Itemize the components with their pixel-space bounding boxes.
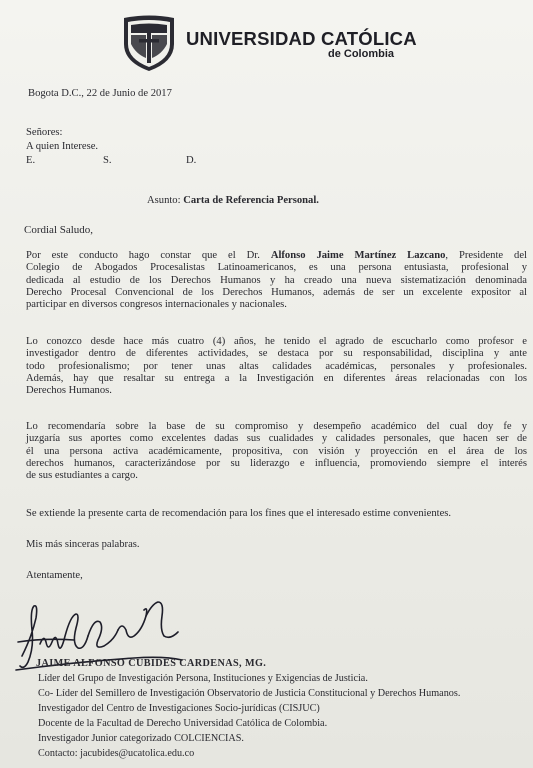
greeting: Cordial Saludo,: [24, 224, 94, 236]
paragraph-2-line: Derechos Humanos.: [26, 385, 112, 397]
paragraph-3-line: derechos humanos, caracterizándose por su liderazgo e influencia, promoviendo siempre el interés: [26, 457, 527, 469]
closing: Atentamente,: [26, 570, 83, 581]
paragraph-1-line: participar en diversos congresos internacionales y nacionales.: [26, 299, 287, 311]
subject-label: Asunto:: [147, 195, 181, 206]
signer-credential: Co- Líder del Semillero de Investigación Observatorio de Justicia Constitucional y Derechos Humanos.: [38, 688, 461, 699]
university-name: UNIVERSIDAD CATÓLICA: [186, 28, 417, 49]
esd-e: E.: [26, 155, 36, 166]
paragraph-1-line: Derecho Procesal Convencional de los Derechos Humanos, además de ser un excelente expositor al: [26, 286, 527, 298]
subject-text: Carta de Referencia Personal.: [183, 195, 319, 206]
recipient-line-2: A quien Interese.: [26, 141, 99, 152]
p1-text-a: Por este conducto hago constar que el Dr.: [26, 250, 260, 261]
paragraph-1: [26, 250, 527, 311]
paragraph-3-line: Lo recomendaría sobre la base de su compromiso y desempeño académico del cual doy fe y: [26, 421, 527, 432]
university-shield-icon: [122, 14, 176, 72]
paragraph-1-line: Colegio de Abogados Procesalistas Latinoamericanos, es una persona entusiasta, profesional y: [26, 262, 527, 274]
paragraph-2-line: Lo conozco desde hace más cuatro (4) años, he tenido el agrado de escucharlo como profesor e: [26, 336, 527, 347]
paragraph-1-line: dedicada al estudio de los Derechos Humanos y ha creado una nueva sistematización denominada: [26, 274, 527, 286]
signer-contact: Contacto: jacubides@ucatolica.edu.co: [38, 748, 195, 759]
signer-credential: Investigador del Centro de Investigaciones Socio-jurídicas (CISJUC): [38, 703, 320, 714]
paragraph-3-line: él una persona activa académicamente, propositiva, con visión y proyección en el área de los: [26, 445, 527, 457]
paragraph-3: [26, 421, 527, 482]
subject-line: [147, 195, 319, 207]
place-date: Bogota D.C., 22 de Junio de 2017: [28, 88, 172, 99]
university-subtitle: de Colombia: [328, 48, 395, 60]
paragraph-4: Se extiende la presente carta de recomendación para los fines que el interesado estime convenientes.: [26, 508, 452, 519]
p1-text-b: , Presidente del: [445, 250, 527, 261]
signer-credential: Líder del Grupo de Investigación Persona, Instituciones y Exigencias de Justicia.: [38, 673, 368, 684]
signer-name: JAIME ALFONSO CUBIDES CARDENAS, MG.: [36, 658, 267, 669]
paragraph-2-line: todo profesionalismo; por tener unas altas calidades académicas, personales y profesionales.: [26, 360, 527, 372]
referee-name: Alfonso Jaime Martínez Lazcano: [270, 250, 446, 261]
esd-s: S.: [103, 155, 112, 166]
letterhead: [122, 14, 452, 74]
paragraph-3-line: de sus estudiantes a cargo.: [26, 470, 138, 482]
paragraph-2: [26, 336, 527, 397]
paragraph-2-line: investigador dentro de diferentes actividades, se destaca por su responsabilidad, disciplina y ante: [26, 348, 527, 360]
paragraph-2-line: Además, hay que resaltar su entrega a la Investigación en diferentes áreas relacionadas con los: [26, 372, 527, 384]
signer-credential: Docente de la Facultad de Derecho Universidad Católica de Colombia.: [38, 718, 328, 729]
esd-d: D.: [186, 155, 197, 166]
paragraph-3-line: juzgaría sus aportes como excelentes dadas sus cualidades y calidades personales, que hacen ser de: [26, 433, 527, 445]
recipient-line-1: Señores:: [26, 127, 63, 138]
paragraph-5: Mis más sinceras palabras.: [26, 539, 140, 550]
signer-credential: Investigador Junior categorizado COLCIENCIAS.: [38, 733, 244, 744]
paragraph-1-line: [26, 250, 527, 262]
